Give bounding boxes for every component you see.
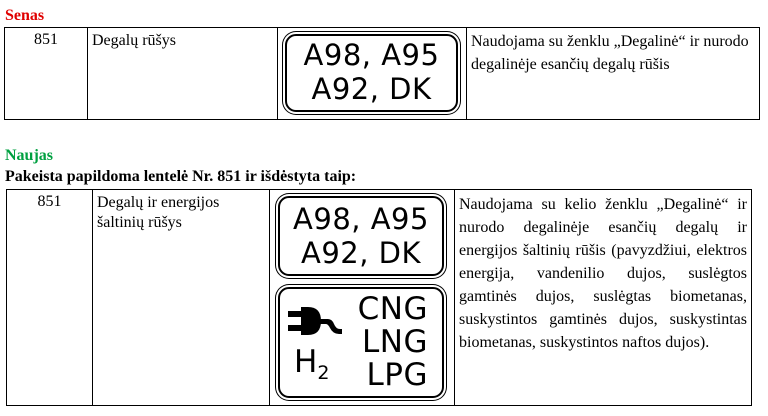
old-sign-table xyxy=(4,27,760,120)
old-plate-line-1: A98, A95 xyxy=(303,38,440,72)
new-sign-image-cell xyxy=(270,190,455,406)
new-fuel-types-plate xyxy=(278,196,444,276)
amendment-subtitle: Pakeista papildoma lentelė Nr. 851 ir išdėstyta taip: xyxy=(5,168,357,185)
fuel-lpg: LPG xyxy=(366,357,428,393)
new-sign-number: 851 xyxy=(7,190,93,406)
old-section-label: Senas xyxy=(5,7,45,24)
energy-sources-plate xyxy=(278,287,444,398)
old-fuel-types-plate xyxy=(285,34,458,112)
fuel-lng: LNG xyxy=(362,324,428,360)
old-sign-image-cell xyxy=(278,28,467,120)
new-sign-description: Naudojama su kelio ženklu „Degalinė“ ir nurodo degalinėje esančių degalų ir energijos šaltinių rūšis (pavyzdžiui, elektros energija, vandenilio dujos, suslėgtos gamtinės dujos, suslėgtas biometanas, suskystintos gamtinės dujos, suskystintas biometanas, suskystintos naftos dujos). xyxy=(455,190,752,406)
hydrogen-h: H xyxy=(294,344,318,380)
old-sign-number: 851 xyxy=(5,28,88,120)
electric-plug-icon xyxy=(288,303,342,343)
hydrogen-label xyxy=(294,345,329,390)
new-sign-name: Degalų ir energijos šaltinių rūšys xyxy=(93,190,270,406)
new-section-label: Naujas xyxy=(5,147,54,164)
new-plate-line-2: A92, DK xyxy=(300,236,422,270)
old-sign-description: Naudojama su ženklu „Degalinė“ ir nurodo degalinėje esančių degalų rūšis xyxy=(467,28,760,120)
new-sign-table xyxy=(6,189,752,406)
fuel-cng: CNG xyxy=(357,291,428,327)
hydrogen-subscript: 2 xyxy=(317,362,330,384)
old-plate-line-2: A92, DK xyxy=(311,72,432,106)
old-sign-name: Degalų rūšys xyxy=(88,28,278,120)
new-plate-line-1: A98, A95 xyxy=(293,202,429,236)
